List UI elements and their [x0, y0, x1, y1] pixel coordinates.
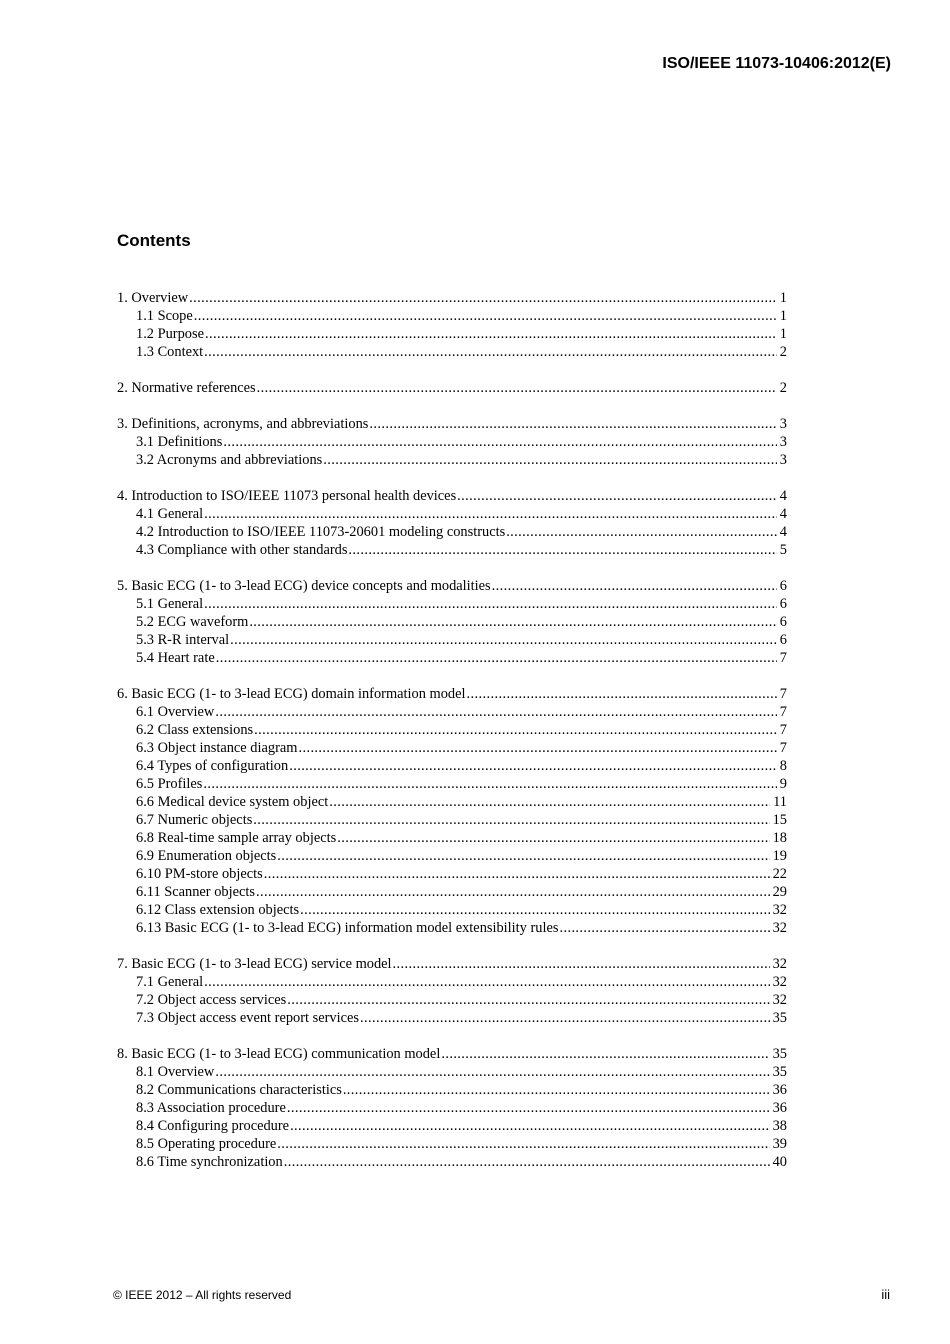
toc-entry[interactable] — [117, 685, 787, 703]
toc-section — [117, 685, 787, 937]
toc-subentry[interactable] — [117, 811, 787, 829]
toc-dot-leader — [189, 289, 777, 307]
toc-dot-leader — [203, 775, 776, 793]
toc-page-number: 35 — [772, 1046, 787, 1062]
toc-section — [117, 415, 787, 469]
toc-dot-leader — [204, 595, 777, 613]
toc-subentry[interactable] — [117, 649, 787, 667]
toc-dot-leader — [215, 1063, 769, 1081]
toc-subentry[interactable] — [117, 1009, 787, 1027]
toc-subentry[interactable] — [117, 847, 787, 865]
toc-subentry[interactable] — [117, 1099, 787, 1117]
toc-entry-title: 7.2 Object access services — [136, 992, 287, 1008]
toc-entry-title: 5.4 Heart rate — [136, 650, 215, 666]
toc-page-number: 6 — [779, 578, 787, 594]
toc-subentry[interactable] — [117, 1135, 787, 1153]
toc-entry-title: 6.11 Scanner objects — [136, 884, 255, 900]
toc-subentry[interactable] — [117, 757, 787, 775]
toc-page-number: 36 — [772, 1100, 787, 1116]
toc-subentry[interactable] — [117, 973, 787, 991]
toc-entry-title: 6.3 Object instance diagram — [136, 740, 298, 756]
toc-dot-leader — [393, 955, 770, 973]
toc-dot-leader — [348, 541, 776, 559]
toc-dot-leader — [492, 577, 777, 595]
toc-entry-title: 6.9 Enumeration objects — [136, 848, 277, 864]
toc-entry-title: 1.3 Context — [136, 344, 204, 360]
table-of-contents — [117, 289, 787, 1189]
toc-entry-title: 8. Basic ECG (1- to 3-lead ECG) communication model — [117, 1046, 441, 1062]
toc-dot-leader — [215, 703, 776, 721]
toc-entry-title: 6.6 Medical device system object — [136, 794, 329, 810]
toc-dot-leader — [290, 1117, 770, 1135]
toc-entry-title: 7.1 General — [136, 974, 204, 990]
toc-page-number: 5 — [779, 542, 787, 558]
toc-section — [117, 487, 787, 559]
toc-page-number: 6 — [779, 596, 787, 612]
toc-page-number: 22 — [772, 866, 787, 882]
toc-entry[interactable] — [117, 289, 787, 307]
toc-entry-title: 3.2 Acronyms and abbreviations — [136, 452, 323, 468]
toc-entry-title: 8.6 Time synchronization — [136, 1154, 283, 1170]
toc-entry-title: 6.1 Overview — [136, 704, 215, 720]
toc-entry-title: 8.1 Overview — [136, 1064, 215, 1080]
toc-page-number: 7 — [779, 704, 787, 720]
toc-page-number: 1 — [779, 308, 787, 324]
toc-dot-leader — [323, 451, 777, 469]
toc-entry-title: 5.2 ECG waveform — [136, 614, 249, 630]
toc-page-number: 3 — [779, 434, 787, 450]
toc-page-number: 29 — [772, 884, 787, 900]
toc-dot-leader — [559, 919, 769, 937]
toc-subentry[interactable] — [117, 721, 787, 739]
document-id-header: ISO/IEEE 11073-10406:2012(E) — [662, 55, 891, 72]
toc-page-number: 9 — [779, 776, 787, 792]
toc-subentry[interactable] — [117, 595, 787, 613]
toc-subentry[interactable] — [117, 901, 787, 919]
toc-subentry[interactable] — [117, 1081, 787, 1099]
footer-page-number: iii — [881, 1287, 890, 1302]
toc-dot-leader — [369, 415, 776, 433]
toc-entry-title: 5. Basic ECG (1- to 3-lead ECG) device concepts and modalities — [117, 578, 491, 594]
toc-subentry[interactable] — [117, 1153, 787, 1171]
toc-entry-title: 5.1 General — [136, 596, 204, 612]
toc-page-number: 7 — [779, 740, 787, 756]
toc-subentry[interactable] — [117, 883, 787, 901]
toc-section — [117, 1045, 787, 1171]
toc-dot-leader — [256, 883, 770, 901]
toc-page-number: 7 — [779, 686, 787, 702]
toc-page-number: 19 — [772, 848, 787, 864]
toc-page-number: 32 — [772, 956, 787, 972]
toc-entry-title: 6.12 Class extension objects — [136, 902, 300, 918]
toc-entry-title: 1.2 Purpose — [136, 326, 204, 342]
toc-dot-leader — [289, 757, 777, 775]
toc-dot-leader — [284, 1153, 770, 1171]
toc-entry-title: 8.4 Configuring procedure — [136, 1118, 290, 1134]
toc-page-number: 7 — [779, 650, 787, 666]
toc-entry-title: 7. Basic ECG (1- to 3-lead ECG) service model — [117, 956, 392, 972]
toc-page-number: 32 — [772, 902, 787, 918]
toc-page-number: 40 — [772, 1154, 787, 1170]
toc-section — [117, 379, 787, 397]
toc-subentry[interactable] — [117, 1117, 787, 1135]
toc-entry-title: 4. Introduction to ISO/IEEE 11073 personal health devices — [117, 488, 457, 504]
toc-subentry[interactable] — [117, 343, 787, 361]
toc-entry-title: 6.2 Class extensions — [136, 722, 254, 738]
toc-page-number: 35 — [772, 1010, 787, 1026]
toc-subentry[interactable] — [117, 919, 787, 937]
toc-entry-title: 2. Normative references — [117, 380, 256, 396]
toc-dot-leader — [204, 343, 777, 361]
toc-page-number: 2 — [779, 380, 787, 396]
toc-subentry[interactable] — [117, 1063, 787, 1081]
toc-dot-leader — [230, 631, 777, 649]
toc-dot-leader — [287, 991, 769, 1009]
toc-entry[interactable] — [117, 379, 787, 397]
toc-subentry[interactable] — [117, 991, 787, 1009]
toc-entry[interactable] — [117, 415, 787, 433]
toc-dot-leader — [329, 793, 770, 811]
toc-dot-leader — [343, 1081, 770, 1099]
toc-entry[interactable] — [117, 1045, 787, 1063]
toc-subentry[interactable] — [117, 793, 787, 811]
toc-page-number: 4 — [779, 524, 787, 540]
toc-entry-title: 6.7 Numeric objects — [136, 812, 253, 828]
toc-entry-title: 6.10 PM-store objects — [136, 866, 263, 882]
toc-entry-title: 4.1 General — [136, 506, 204, 522]
toc-dot-leader — [204, 505, 777, 523]
toc-entry-title: 6.13 Basic ECG (1- to 3-lead ECG) information model extensibility rules — [136, 920, 559, 936]
toc-page-number: 39 — [772, 1136, 787, 1152]
toc-page-number: 32 — [772, 974, 787, 990]
toc-page-number: 4 — [779, 488, 787, 504]
toc-subentry[interactable] — [117, 739, 787, 757]
toc-subentry[interactable] — [117, 325, 787, 343]
toc-entry-title: 1. Overview — [117, 290, 189, 306]
toc-subentry[interactable] — [117, 505, 787, 523]
toc-dot-leader — [249, 613, 776, 631]
toc-dot-leader — [457, 487, 777, 505]
toc-page-number: 15 — [772, 812, 787, 828]
toc-dot-leader — [467, 685, 777, 703]
toc-subentry[interactable] — [117, 523, 787, 541]
toc-dot-leader — [360, 1009, 770, 1027]
toc-dot-leader — [506, 523, 777, 541]
toc-section — [117, 577, 787, 667]
toc-dot-leader — [205, 325, 777, 343]
footer-copyright: © IEEE 2012 – All rights reserved — [113, 1288, 292, 1302]
toc-subentry[interactable] — [117, 541, 787, 559]
toc-dot-leader — [277, 847, 769, 865]
toc-entry-title: 4.3 Compliance with other standards — [136, 542, 348, 558]
toc-page-number: 1 — [779, 290, 787, 306]
toc-subentry[interactable] — [117, 433, 787, 451]
toc-subentry[interactable] — [117, 775, 787, 793]
toc-dot-leader — [277, 1135, 769, 1153]
toc-entry-title: 8.5 Operating procedure — [136, 1136, 277, 1152]
toc-page-number: 3 — [779, 452, 787, 468]
toc-entry[interactable] — [117, 487, 787, 505]
toc-dot-leader — [253, 811, 769, 829]
toc-subentry[interactable] — [117, 631, 787, 649]
toc-page-number: 36 — [772, 1082, 787, 1098]
toc-entry-title: 8.2 Communications characteristics — [136, 1082, 342, 1098]
toc-dot-leader — [337, 829, 769, 847]
toc-page-number: 32 — [772, 992, 787, 1008]
toc-dot-leader — [300, 901, 770, 919]
toc-entry-title: 6.4 Types of configuration — [136, 758, 289, 774]
toc-entry-title: 1.1 Scope — [136, 308, 193, 324]
toc-entry-title: 7.3 Object access event report services — [136, 1010, 359, 1026]
toc-page-number: 6 — [779, 632, 787, 648]
toc-page-number: 7 — [779, 722, 787, 738]
toc-page-number: 6 — [779, 614, 787, 630]
toc-page-number: 2 — [779, 344, 787, 360]
toc-dot-leader — [216, 649, 777, 667]
toc-dot-leader — [257, 379, 777, 397]
toc-page-number: 18 — [772, 830, 787, 846]
toc-dot-leader — [204, 973, 769, 991]
toc-entry-title: 3.1 Definitions — [136, 434, 223, 450]
toc-subentry[interactable] — [117, 829, 787, 847]
toc-subentry[interactable] — [117, 613, 787, 631]
toc-page-number: 11 — [773, 794, 787, 810]
toc-entry[interactable] — [117, 955, 787, 973]
toc-entry-title: 4.2 Introduction to ISO/IEEE 11073-20601 modeling constructs — [136, 524, 506, 540]
toc-subentry[interactable] — [117, 451, 787, 469]
toc-page-number: 35 — [772, 1064, 787, 1080]
toc-entry-title: 6.5 Profiles — [136, 776, 203, 792]
toc-section — [117, 955, 787, 1027]
toc-dot-leader — [264, 865, 770, 883]
toc-page-number: 8 — [779, 758, 787, 774]
toc-page-number: 4 — [779, 506, 787, 522]
toc-page-number: 38 — [772, 1118, 787, 1134]
toc-page-number: 3 — [779, 416, 787, 432]
toc-entry[interactable] — [117, 577, 787, 595]
contents-heading: Contents — [117, 231, 191, 250]
toc-dot-leader — [254, 721, 777, 739]
toc-dot-leader — [194, 307, 777, 325]
toc-subentry[interactable] — [117, 865, 787, 883]
toc-section — [117, 289, 787, 361]
toc-dot-leader — [223, 433, 776, 451]
toc-dot-leader — [287, 1099, 770, 1117]
toc-dot-leader — [441, 1045, 769, 1063]
toc-entry-title: 6.8 Real-time sample array objects — [136, 830, 337, 846]
toc-subentry[interactable] — [117, 703, 787, 721]
toc-page-number: 32 — [772, 920, 787, 936]
toc-dot-leader — [298, 739, 776, 757]
toc-subentry[interactable] — [117, 307, 787, 325]
toc-page-number: 1 — [779, 326, 787, 342]
toc-entry-title: 8.3 Association procedure — [136, 1100, 286, 1116]
toc-entry-title: 5.3 R-R interval — [136, 632, 230, 648]
toc-entry-title: 3. Definitions, acronyms, and abbreviations — [117, 416, 369, 432]
toc-entry-title: 6. Basic ECG (1- to 3-lead ECG) domain information model — [117, 686, 466, 702]
